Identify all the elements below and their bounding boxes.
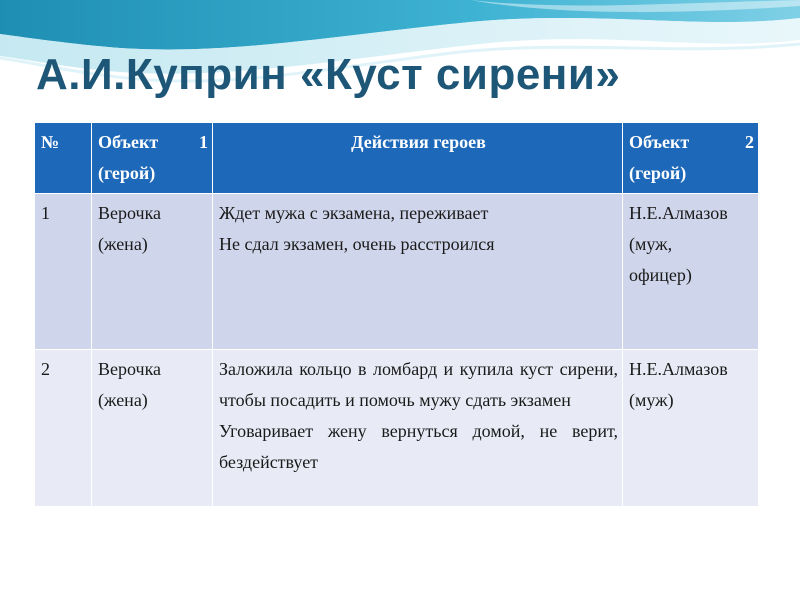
header-object-1 <box>92 123 213 194</box>
header-num-label: № <box>41 132 60 152</box>
row-1-object-2 <box>623 194 759 350</box>
row-1-num: 1 <box>35 194 92 350</box>
row-2-object-2 <box>623 350 759 507</box>
header-actions-label: Действия героев <box>351 132 486 152</box>
row-1-actions <box>213 194 623 350</box>
header-object-2-number: 2 <box>745 132 754 152</box>
row-2-object-1 <box>92 350 213 507</box>
header-actions <box>213 123 623 194</box>
row-1-object-2-role: (муж, <box>629 234 673 254</box>
table-row <box>35 350 759 507</box>
row-2-num: 2 <box>35 350 92 507</box>
row-1-object-2-role-cont: офицер) <box>629 265 692 285</box>
header-object-1-number: 1 <box>199 132 208 152</box>
row-2-object-2-role: (муж) <box>629 390 674 410</box>
header-object-1-sub: (герой) <box>98 163 156 183</box>
row-2-action-2: Уговаривает жену вернуться домой, не верит, бездействует <box>219 421 618 472</box>
row-2-action-1: Заложила кольцо в ломбард и купила куст сирени, чтобы посадить и помочь мужу сдать экзамен <box>219 359 618 410</box>
table-header-row <box>35 123 759 194</box>
row-1-object-1-name: Верочка <box>98 203 162 223</box>
header-num <box>35 123 92 194</box>
row-2-object-1-name: Верочка <box>98 359 162 379</box>
row-2-object-2-name: Н.Е.Алмазов <box>629 359 728 379</box>
row-1-object-2-name: Н.Е.Алмазов <box>629 203 728 223</box>
row-1-object-1-role: (жена) <box>98 234 148 254</box>
slide-title: А.И.Куприн «Куст сирени» <box>36 50 621 99</box>
row-2-object-1-role: (жена) <box>98 390 148 410</box>
header-object-1-word: Объект <box>98 132 159 152</box>
row-1-object-1 <box>92 194 213 350</box>
heroes-table <box>34 122 759 507</box>
header-object-2-sub: (герой) <box>629 163 687 183</box>
header-object-2-line <box>629 127 754 158</box>
table-row <box>35 194 759 350</box>
header-object-2 <box>623 123 759 194</box>
header-object-2-word: Объект <box>629 132 690 152</box>
row-2-actions <box>213 350 623 507</box>
row-1-action-1: Ждет мужа с экзамена, переживает <box>219 203 489 223</box>
header-object-1-line <box>98 127 208 158</box>
row-1-action-2: Не сдал экзамен, очень расстроился <box>219 234 495 254</box>
